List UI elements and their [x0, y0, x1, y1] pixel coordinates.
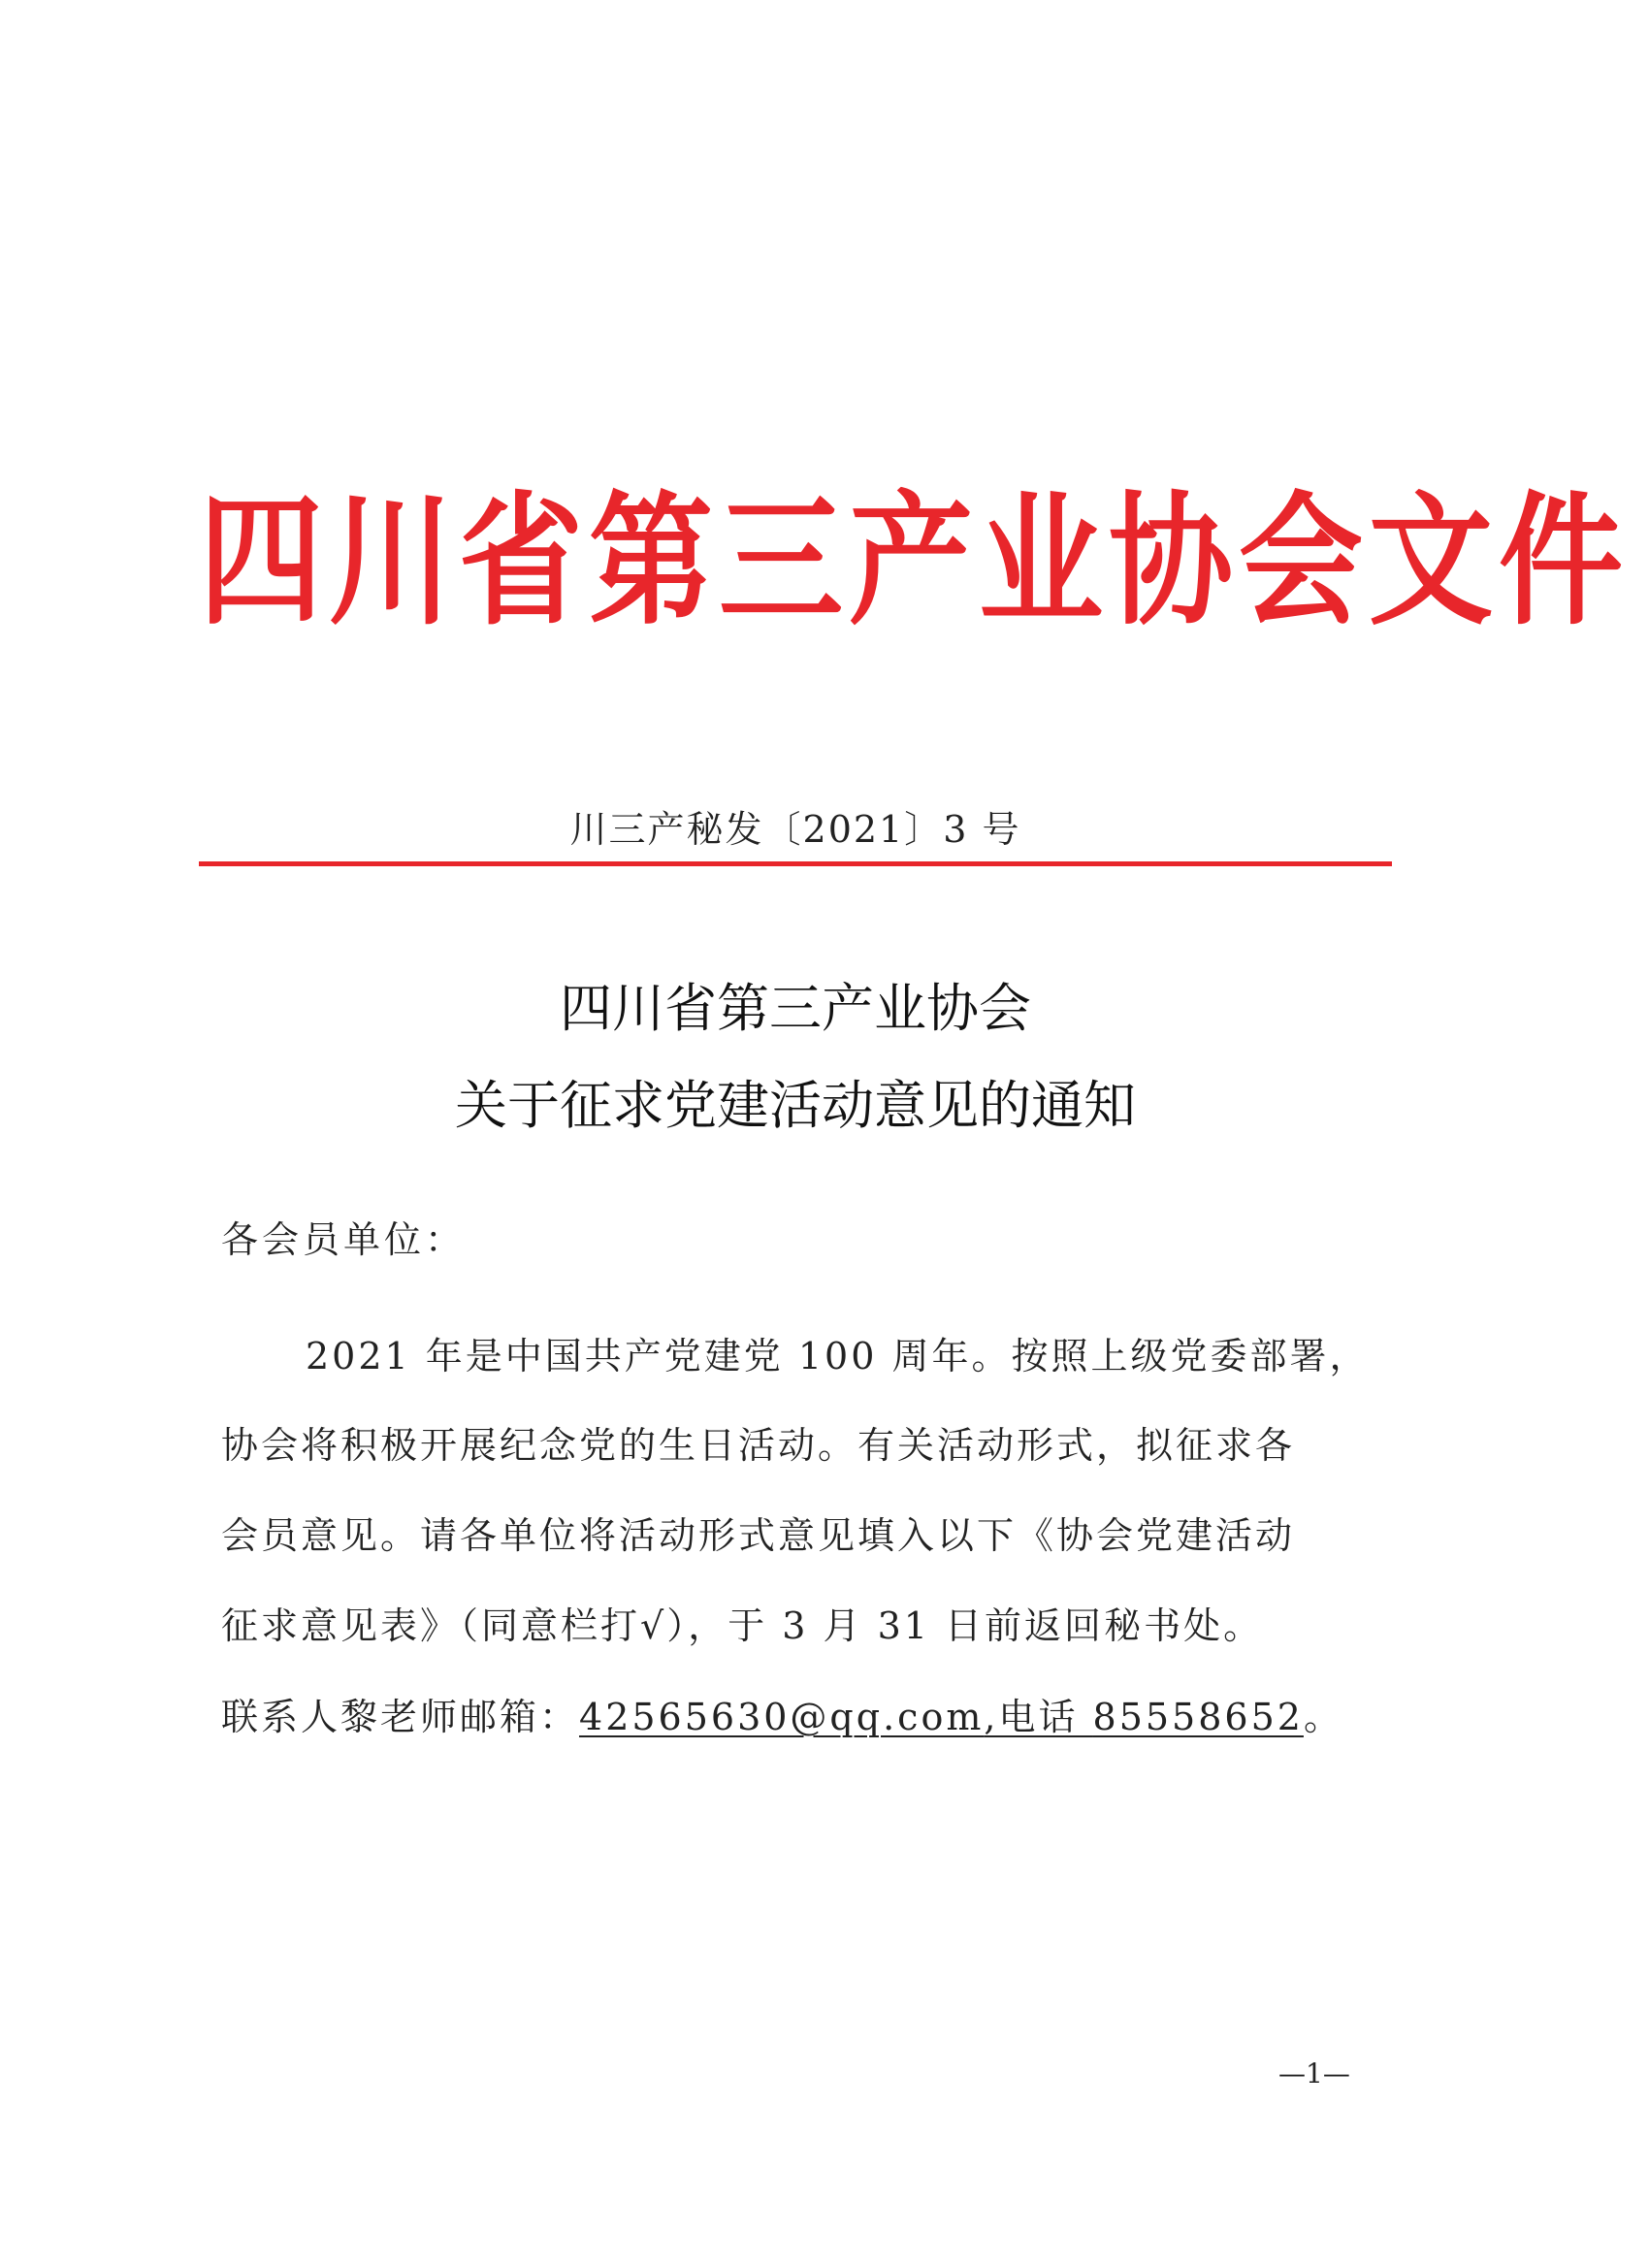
contact-prefix: 联系人黎老师邮箱：: [221, 1696, 580, 1738]
contact-phone-prefix: ,电话: [984, 1696, 1093, 1738]
salutation: 各会员单位：: [221, 1218, 467, 1261]
body-line-2: 协会将积极开展纪念党的生日活动。有关活动形式，拟征求各: [221, 1424, 1296, 1467]
body-line-4: 征求意见表》（同意栏打√），于 3 月 31 日前返回秘书处。: [221, 1604, 1264, 1647]
contact-line: [221, 1690, 1343, 1744]
document-number: 川三产秘发〔2021〕3 号: [569, 808, 1021, 851]
contact-suffix: 。: [1303, 1696, 1343, 1738]
red-divider-line: [199, 861, 1392, 866]
body-line-3: 会员意见。请各单位将活动形式意见填入以下《协会党建活动: [221, 1514, 1296, 1557]
body-line-1: 2021 年是中国共产党建党 100 周年。按照上级党委部署，: [306, 1335, 1370, 1377]
contact-phone: 85558652: [1092, 1696, 1304, 1738]
notice-title-line-1: 四川省第三产业协会: [560, 978, 1031, 1039]
page-number: —1—: [1278, 2057, 1350, 2090]
contact-email-link[interactable]: 42565630@qq.com: [579, 1696, 985, 1738]
notice-title-line-2: 关于征求党建活动意见的通知: [455, 1075, 1136, 1136]
masthead-title: 四川省第三产业协会文件: [199, 478, 1630, 646]
